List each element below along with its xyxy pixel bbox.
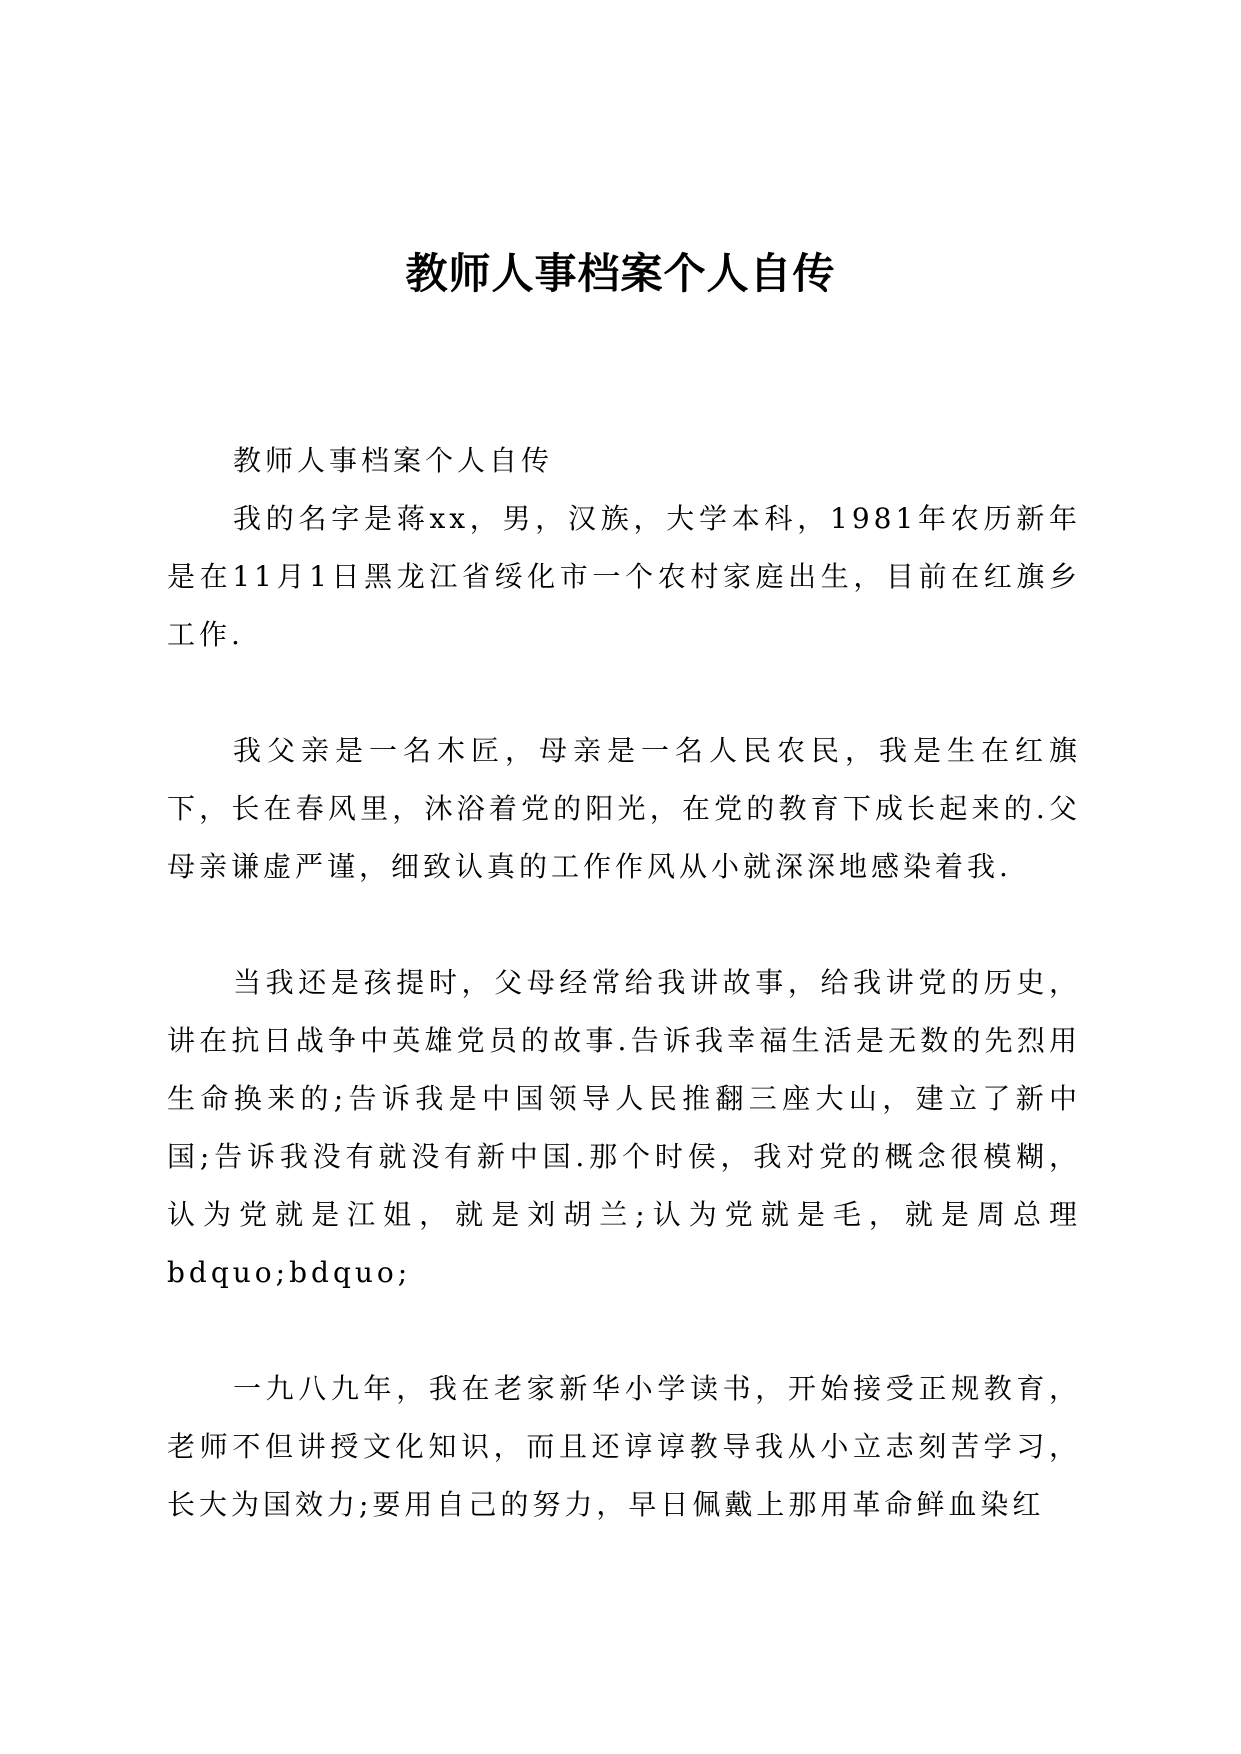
document-title: 教师人事档案个人自传 (405, 249, 836, 298)
paragraph-childhood: 当我还是孩提时，父母经常给我讲故事，给我讲党的历史，讲在抗日战争中英雄党员的故事.告诉我幸福生活是无数的先烈用生命换来的;告诉我是中国领导人民推翻三座大山，建立了新中国;告诉我没有就没有新中国.那个时侯，我对党的概念很模糊，认为党就是江姐，就是刘胡兰;认为党就是毛，就是周总理bdquo;bdquo; (167, 966, 1081, 1289)
document-body (167, 432, 1081, 1534)
paragraph-school: 一九八九年，我在老家新华小学读书，开始接受正规教育，老师不但讲授文化知识，而且还谆谆教导我从小立志刻苦学习，长大为国效力;要用自己的努力，早日佩戴上那用革命鲜血染红 (167, 1372, 1081, 1521)
paragraph-heading: 教师人事档案个人自传 (233, 444, 554, 477)
paragraph-intro: 我的名字是蒋xx，男，汉族，大学本科，1981年农历新年是在11月1日黑龙江省绥化市一个农村家庭出生，目前在红旗乡工作. (167, 502, 1081, 651)
paragraph-parents: 我父亲是一名木匠，母亲是一名人民农民，我是生在红旗下，长在春风里，沐浴着党的阳光，在党的教育下成长起来的.父母亲谦虚严谨，细致认真的工作作风从小就深深地感染着我. (167, 734, 1081, 883)
